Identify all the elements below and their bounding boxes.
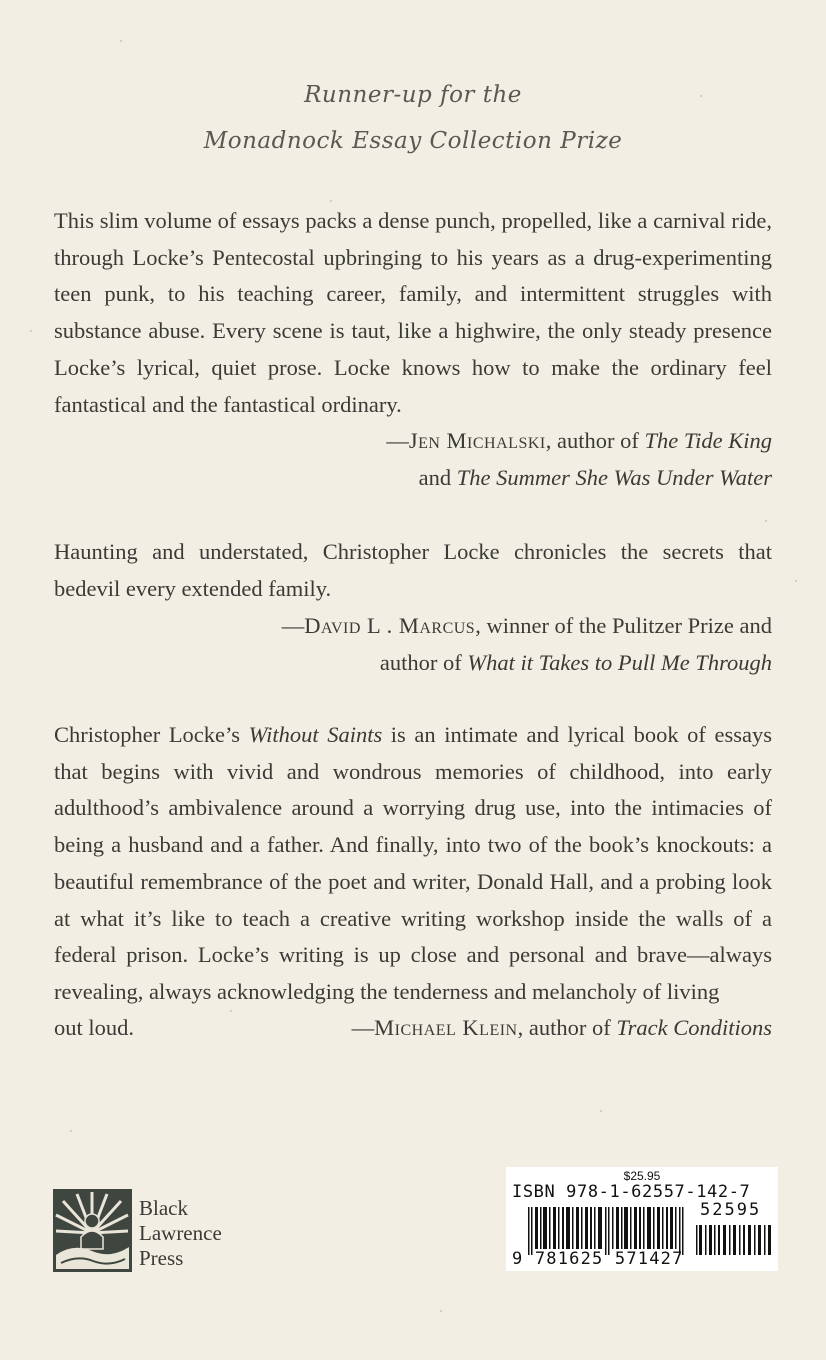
blurb-3-last-line	[54, 1010, 772, 1047]
paper-speck	[70, 1130, 72, 1132]
attr-role: , author of	[545, 428, 645, 453]
paper-speck	[440, 1310, 442, 1312]
attr-role: , winner of the Pulitzer Prize and	[475, 613, 772, 638]
award-line-1: Runner-up for the	[304, 82, 522, 108]
publisher-line-1: Black	[139, 1196, 188, 1220]
award-line-2: Monadnock Essay Collection Prize	[203, 128, 623, 154]
paper-speck	[30, 330, 32, 332]
attr-role: , author of	[517, 1015, 617, 1040]
paper-speck	[765, 520, 767, 522]
blurb-3-last-words: out loud.	[54, 1015, 135, 1040]
blurb-2-attribution-line-2	[54, 645, 772, 682]
paper-speck	[795, 580, 797, 582]
barcode-addon-digits: 52595	[700, 1200, 762, 1220]
paper-speck	[600, 1110, 602, 1112]
attr-book-title: The Tide King	[644, 428, 772, 453]
attr-author-name: David L . Marcus	[304, 613, 476, 638]
attr-and: and	[418, 465, 457, 490]
ean-barcode-icon	[528, 1207, 688, 1255]
attr-book-title: The Summer She Was Under Water	[456, 465, 772, 490]
blurb-1-text: This slim volume of essays packs a dense punch, propelled, like a carnival ride, through Locke’s Pentecostal upbringing to his years as a drug-experimenting teen punk, to his teaching career, family, and intermittent struggles with substance abuse. Every scene is taut, like a highwire, the only steady presence Locke’s lyrical, quiet prose. Locke knows how to make the ordinary feel fantastical and the fantastical ordinary.	[54, 208, 772, 417]
publisher-line-3: Press	[139, 1246, 184, 1270]
attr-author-name: Michael Klein	[374, 1015, 518, 1040]
paper-speck	[120, 40, 122, 42]
attr-dash: —	[386, 428, 409, 453]
blurb-3-text	[54, 717, 772, 1011]
isbn-text: ISBN 978-1-62557-142-7	[512, 1182, 751, 1202]
blurb-2-text: Haunting and understated, Christopher Locke chronicles the secrets that bedevil every extended family.	[54, 539, 772, 601]
blurb-3-book-title: Without Saints	[248, 722, 383, 747]
blurb-3-text-post: is an intimate and lyrical book of essays that begins with vivid and wondrous memories of childhood, into early adulthood’s ambivalence around a worrying drug use, into the intimacies of being a husband and a father. And finally, into two of the book’s knockouts: a beautiful remembrance of the poet and writer, Donald Hall, and a probing look at what it’s like to teach a creative writing workshop inside the walls of a federal prison. Locke’s writing is up close and personal and brave—always revealing, always acknowledging the tenderness and melancholy of living	[54, 722, 772, 1004]
ean-digits: 9 781625 571427	[512, 1249, 684, 1269]
addon-barcode-icon	[696, 1225, 774, 1255]
barcode-panel	[506, 1167, 778, 1271]
paper-speck	[330, 200, 332, 202]
publisher-line-2: Lawrence	[139, 1221, 222, 1245]
attr-book-title: What it Takes to Pull Me Through	[467, 650, 772, 675]
attr-book-title: Track Conditions	[616, 1015, 772, 1040]
attr-role: author of	[379, 650, 468, 675]
blurb-1-attribution-line-2	[54, 460, 772, 497]
price-label: $25.95	[623, 1169, 661, 1183]
blurb-3-attribution	[352, 1010, 772, 1047]
publisher-logo-icon	[53, 1189, 132, 1272]
blurb-3-text-pre: Christopher Locke’s	[54, 722, 249, 747]
attr-dash: —	[351, 1015, 375, 1040]
blurb-2-attribution	[54, 608, 772, 645]
publisher-name	[139, 1196, 222, 1271]
blurb-1-attribution	[54, 423, 772, 460]
attr-dash: —	[281, 613, 305, 638]
attr-author-name: Jen Michalski	[408, 428, 546, 453]
